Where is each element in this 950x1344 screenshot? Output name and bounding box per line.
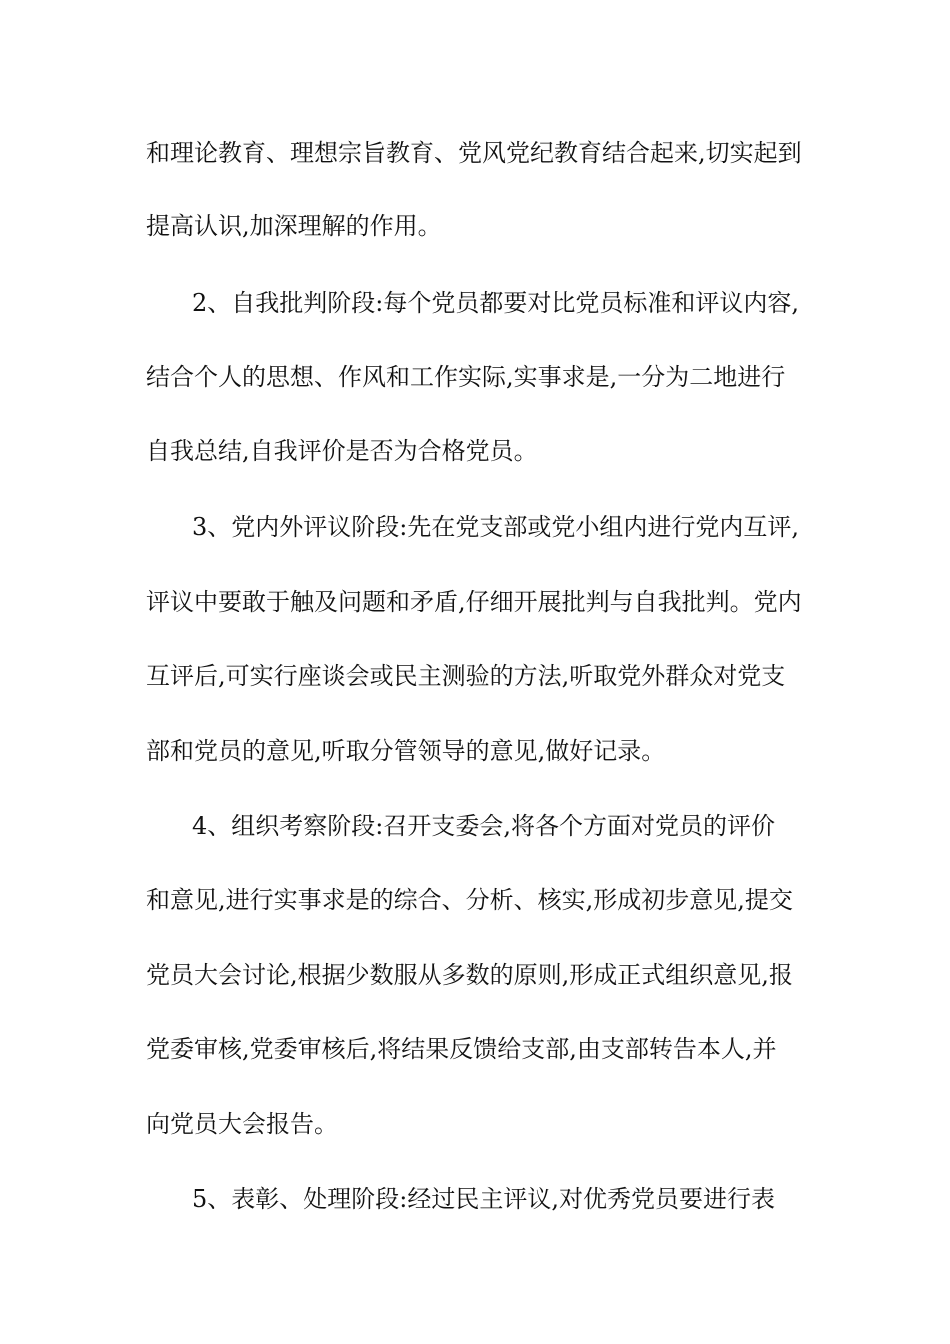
text-line: 2、自我批判阶段:每个党员都要对比党员标准和评议内容, — [192, 289, 799, 317]
text-line: 和理论教育、理想宗旨教育、党风党纪教育结合起来,切实起到 — [146, 139, 802, 167]
text-line: 党员大会讨论,根据少数服从多数的原则,形成正式组织意见,报 — [146, 961, 793, 989]
text-line: 评议中要敢于触及问题和矛盾,仔细开展批判与自我批判。党内 — [146, 588, 802, 616]
text-line: 提高认识,加深理解的作用。 — [146, 212, 442, 240]
text-line: 互评后,可实行座谈会或民主测验的方法,听取党外群众对党支 — [146, 662, 786, 690]
text-line: 部和党员的意见,听取分管领导的意见,做好记录。 — [146, 737, 666, 765]
text-line: 3、党内外评议阶段:先在党支部或党小组内进行党内互评, — [192, 513, 799, 541]
text-line: 和意见,进行实事求是的综合、分析、核实,形成初步意见,提交 — [146, 886, 793, 914]
text-line: 党委审核,党委审核后,将结果反馈给支部,由支部转告本人,并 — [146, 1035, 777, 1063]
text-line: 4、组织考察阶段:召开支委会,将各个方面对党员的评价 — [192, 812, 775, 840]
text-line: 结合个人的思想、作风和工作实际,实事求是,一分为二地进行 — [146, 363, 786, 391]
text-line: 5、表彰、处理阶段:经过民主评议,对优秀党员要进行表 — [192, 1185, 775, 1213]
text-line: 自我总结,自我评价是否为合格党员。 — [146, 437, 538, 465]
text-line: 向党员大会报告。 — [146, 1110, 338, 1138]
